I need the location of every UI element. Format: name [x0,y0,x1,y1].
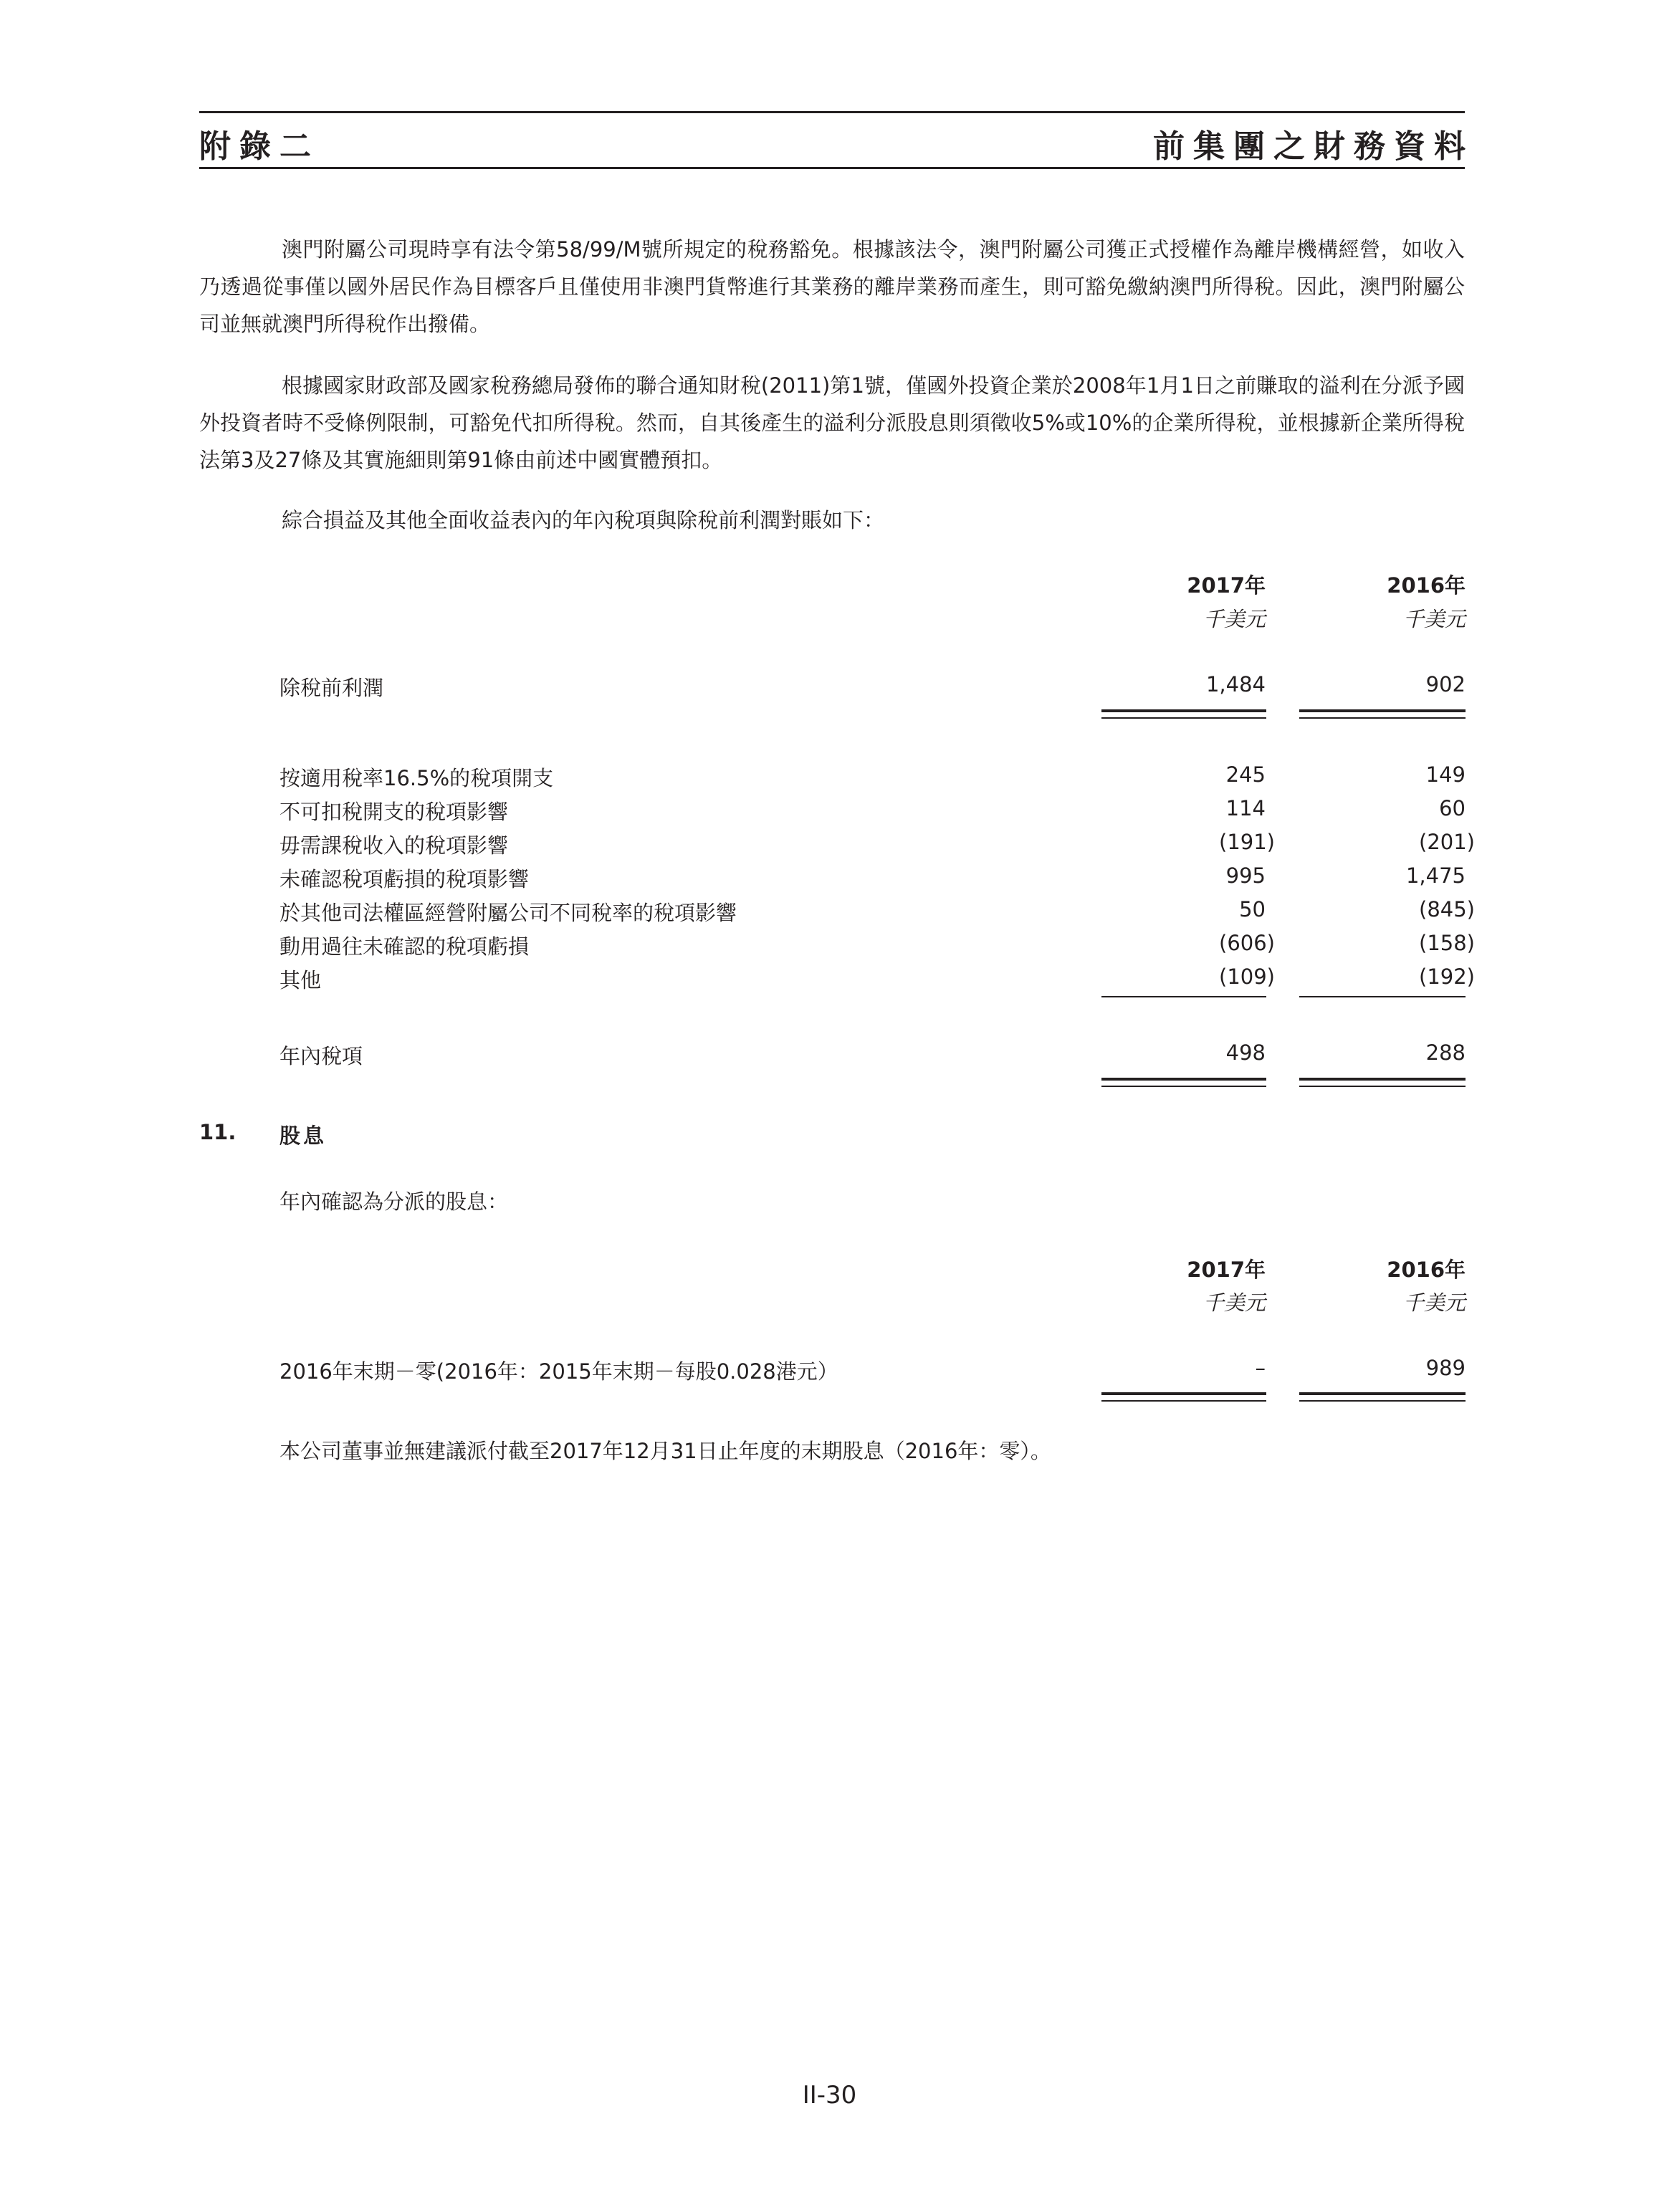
header-top-rule [199,111,1465,113]
tax-row-label: 毋需課稅收入的稅項影響 [279,833,509,858]
paragraph-reconciliation-intro: 綜合損益及其他全面收益表內的年內稅項與除稅前利潤對賬如下： [282,508,885,532]
page-number: II-30 [802,2081,857,2110]
pbt-2016: 902 [1425,672,1466,696]
tax-row-2017: 114 [1225,796,1266,820]
tax-row-2016: (158) [1419,931,1475,955]
tax-row-2016: (201) [1419,830,1475,854]
pbt-label: 除稅前利潤 [279,676,384,700]
tax-row-2017: 995 [1225,863,1266,888]
dividend-row-label: 2016年末期－零(2016年：2015年末期－每股0.028港元） [279,1359,838,1384]
tax-row-2017: 245 [1225,762,1266,787]
total-double-rule-2017-b [1101,1086,1266,1087]
total-double-rule-2016-a [1299,1078,1466,1081]
pbt-double-rule-2016-b [1299,717,1466,719]
tax-row-2016: 60 [1439,796,1466,820]
header-bottom-rule [199,167,1465,169]
pbt-double-rule-2017-a [1101,709,1266,712]
tax-row-2017: 50 [1239,897,1266,921]
header-right-title: 前集團之財務資料 [1153,128,1474,165]
total-tax-2017: 498 [1225,1040,1266,1065]
dividend-col-2016-unit: 千美元 [1402,1291,1466,1315]
tax-row-label: 其他 [279,968,322,992]
tax-row-2017: (109) [1219,964,1275,989]
dividend-intro: 年內確認為分派的股息： [279,1189,509,1214]
total-double-rule-2016-b [1299,1086,1466,1087]
dividend-row-2017: – [1255,1356,1266,1380]
tax-col-2017-year: 2017年 [1187,573,1266,598]
paragraph-prc-withholding: 根據國家財政部及國家稅務總局發佈的聯合通知財稅(2011)第1號，僅國外投資企業於2008年1月1日之前賺取的溢利在分派予國外投資者時不受條例限制，可豁免代扣所得稅。然而，自其後產生的溢利分派股息則須徵收5%或10%的企業所得稅，並根據新企業所得稅法第3及27條及其實施細則第91條由前述中國實體預扣。 [199,373,1465,472]
tax-row-2017: (191) [1219,830,1275,854]
dividend-double-rule-2017-b [1101,1400,1266,1402]
tax-row-label: 按適用稅率16.5%的稅項開支 [279,766,554,790]
dividend-double-rule-2017-a [1101,1392,1266,1395]
tax-row-label: 動用過往未確認的稅項虧損 [279,934,530,959]
tax-col-2016-unit: 千美元 [1402,607,1466,631]
tax-row-2016: (192) [1419,964,1475,989]
tax-row-label: 不可扣稅開支的稅項影響 [279,800,509,824]
tax-col-2016-year: 2016年 [1387,573,1466,598]
total-double-rule-2017-a [1101,1078,1266,1081]
total-tax-2016: 288 [1425,1040,1466,1065]
tax-row-label: 於其他司法權區經營附屬公司不同稅率的稅項影響 [279,901,737,925]
subtotal-rule-2016 [1299,996,1466,997]
section-number: 11. [199,1120,236,1144]
pbt-double-rule-2017-b [1101,717,1266,719]
tax-row-label: 未確認稅項虧損的稅項影響 [279,867,530,891]
paragraph-macau-tax: 澳門附屬公司現時享有法令第58/99/M號所規定的稅務豁免。根據該法令，澳門附屬公司獲正式授權作為離岸機構經營，如收入乃透過從事僅以國外居民作為目標客戶且僅使用非澳門貨幣進行其業務的離岸業務而產生，則可豁免繳納澳門所得稅。因此，澳門附屬公司並無就澳門所得稅作出撥備。 [199,237,1465,336]
tax-row-2016: (845) [1419,897,1475,921]
dividend-note: 本公司董事並無建議派付截至2017年12月31日止年度的末期股息（2016年：零）。 [279,1439,1051,1463]
tax-col-2017-unit: 千美元 [1203,607,1266,631]
dividend-row-2016: 989 [1425,1356,1466,1380]
pbt-2017: 1,484 [1205,672,1266,696]
dividend-double-rule-2016-b [1299,1400,1466,1402]
dividend-col-2017-unit: 千美元 [1203,1291,1266,1315]
tax-row-2017: (606) [1219,931,1275,955]
tax-row-2016: 149 [1425,762,1466,787]
subtotal-rule-2017 [1101,996,1266,997]
dividend-double-rule-2016-a [1299,1392,1466,1395]
dividend-col-2017-year: 2017年 [1187,1258,1266,1282]
header-left-title: 附錄二 [199,128,320,165]
total-tax-label: 年內稅項 [279,1044,363,1068]
tax-row-2016: 1,475 [1405,863,1466,888]
section-title: 股息 [279,1124,328,1148]
dividend-col-2016-year: 2016年 [1387,1258,1466,1282]
pbt-double-rule-2016-a [1299,709,1466,712]
